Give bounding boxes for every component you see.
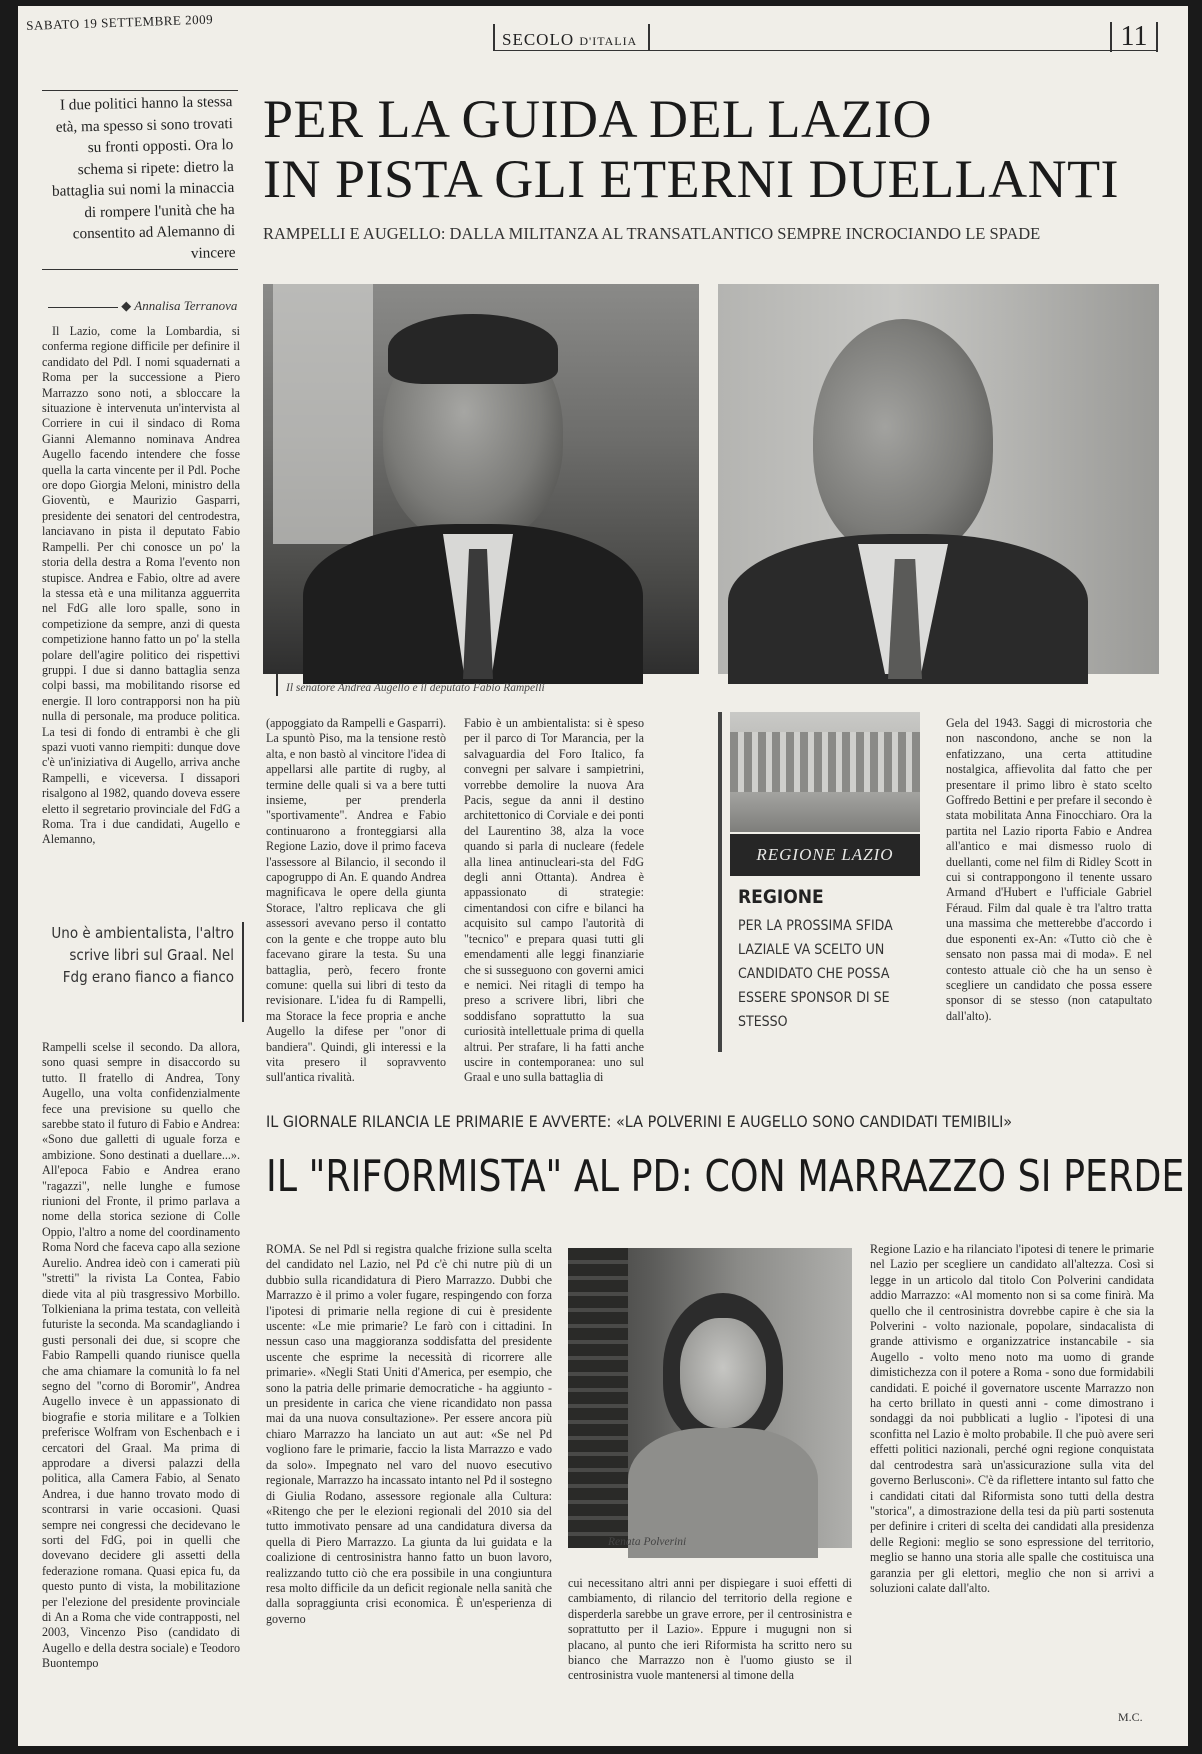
photo-augello-window [273,284,373,544]
byline-diamond-icon: ◆ [121,298,132,313]
article2-col3-text: Regione Lazio e ha rilanciato l'ipotesi di tenere le primarie nel Lazio per scegliere un candidato all'altezza. Così si legge in un articolo dal titolo Con Polverini candidata addio Marrazzo: «Al momento non si sa come finirà. Ma quello che il centrosinistra dovrebbe capire è che sia la Polverini - volto nazionale, popolare, sindacalista di grande attivismo e organizzatrice instancabile - sia Augello - volto meno noto ma uomo di grande dimistichezza con il potere a Roma - sono due formidabili candidati. E poiché il governatore uscente Marrazzo non ha certo brillato in questi anni - come dimostrano i sondaggi da noi pubblicati a luglio - l'ipotesi di una sconfitta nel Lazio è molto probabile. Il che può avere seri effetti politici nazionali, perché ogni regione conquistata dal centrodestra sarà un'assicurazione sulla vita del governo Berlusconi». C'è da riflettere intanto sul fatto che i candidati citati dal Riformista sono tutti della destra "storica", a dimostrazione della tesi da più parti sostenuta per definire i criteri di scelta dei candidati alla presidenza delle Regioni: meglio se sono espressione del territorio, meglio se hanno una storia alle spalle che costituisca una garanzia per gli elettori, meglio che non si arrivi a soluzioni calate dall'alto. [870,1242,1154,1595]
sidebar-sign [730,834,920,876]
masthead [502,30,637,50]
article1-pullquote: Uno è ambientalista, l'altro scrive libri sul Graal. Nel Fdg erano fianco a fianco [51,924,234,986]
article2-kicker: IL GIORNALE RILANCIA LE PRIMARIE E AVVERTE: «LA POLVERINI E AUGELLO SONO CANDIDATI TEMIBILI» [266,1112,1013,1131]
article2-photo-caption: Renata Polverini [608,1536,687,1548]
sidebar-photo-building [730,732,920,792]
newspaper-page [18,6,1188,1746]
article1-col1 [42,324,240,906]
article1-col2 [266,716,446,1085]
sidebar-photo [730,712,920,832]
article1-col3-text: Fabio è un ambientalista: si è speso per il parco di Tor Marancia, per la salvaguardia del Foro Italico, fa convegni per salvare i sampietrini, vorrebbe demolire la nuova Ara Pacis, segue da anni il destino architettonico di Corviale e dei ponti del Laurentino 38, alza la voce quando si parla di nucleare (fedele alla linea antinucleari-sta del FdG degli anni Ottanta). Andrea è appassionato di strategie: cimentandosi con cifre e bilanci ha acquisito sul campo l'autorità di "tecnico" e prepara quasi tutti gli emendamenti alle leggi finanziarie che si susseguono con governi amici e nemici. Nei ritagli di tempo ha preso a scrivere libri, libri che soddisfano soprattutto la sua curiosità intellettuale prima di quella altrui. Per strafare, li ha fatti anche uscire in contemporanea: uno sul Graal e uno sulla battaglia di [464,716,644,1085]
article2-col2 [568,1576,852,1726]
article2-headline: IL "RIFORMISTA" AL PD: CON MARRAZZO SI PERDE [266,1151,1185,1202]
article1-col5-text: Gela del 1943. Saggi di microstoria che non nascondono, anche se non la enfatizzano, una certa attitudine nostalgica, affievolita dal fatto che per presentare il primo libro è stato scelto Goffredo Bettini e per prefare il secondo è stata mobilitata Anna Finocchiaro. Ora la partita nel Lazio riporta Fabio e Andrea all'antico e mai dismesso ruolo di duellanti, come nel film di Ridley Scott in cui si contrappongono il tenente ussaro Armand d'Hubert e l'ufficiale Gabriel Féraud. Film dal quale è tra l'altro tratta una massima che metterebbe d'accordo i due esponenti ex-An: «Tutto ciò che è sensato non passa mai di moda». E nel contesto attuale ciò che ha un senso è scegliere un candidato che possa essere sponsor di se stesso (non catapultato dall'alto). [946,716,1152,1023]
article1-subheadline: RAMPELLI E AUGELLO: DALLA MILITANZA AL TRANSATLANTICO SEMPRE INCROCIANDO LE SPADE [263,224,1041,243]
article1-kicker-box [42,90,238,270]
article1-headline-1: PER LA GUIDA DEL LAZIO [263,89,932,149]
article2-col3 [870,1242,1154,1708]
article1-col3 [464,716,644,1085]
header-rule [493,50,1158,51]
article1-byline [48,298,248,314]
byline-author: Annalisa Terranova [134,298,238,313]
photo-rampelli [718,284,1159,674]
masthead-name: SECOLO [502,30,575,49]
photo-rampelli-head [813,319,993,559]
article1-col5 [946,716,1152,1068]
page-number: 11 [1120,21,1148,52]
sidebar-box [718,712,922,1052]
header-divider-left [493,24,495,50]
photo-augello-hair [388,314,558,384]
article1-col1b-text: Rampelli scelse il secondo. Da allora, sono quasi sempre in disaccordo su tutto. Il fratello di Andrea, Tony Augello, una volta confidenzialmente fece una previsione su quello che sarebbe stato il futuro di Fabio e Andrea: «Sono due galletti di uguale forza e ambizione. Sono destinati a duellare...». All'epoca Fabio e Andrea erano "ragazzi", nelle lunghe e fumose riunioni del Fronte, il primo parlava a nome della storica sezione di Colle Oppio, l'altro a nome del coordinamento Roma Nord che faceva capo alla sezione Aurelio. Andrea ideò con i camerati più "stretti" la rivista La Contea, Fabio diede vita al più trasgressivo Morbillo. Tolkieniana la prima testata, con velleità futuriste la seconda. Ma scandagliando i gusti personali dei due, si scopre che Fabio Rampelli quando riunisce quella che ama chiamare la comunità lo fa nel segno del "corno di Boromir", Andrea Augello invece è un appassionato di biografie e storia militare e a Tolkien preferisce Wolfram von Eschenbach e i cercatori del Graal. Ma prima di approdare a diversi palazzi della politica, alla Camera Fabio, al Senato Andrea, i due hanno trovato modo di scontrarsi in varie occasioni. Quasi sempre nei congressi che decidevano le sorti del FdG, poi in quelli che dovevano decidere gli assetti della federazione romana. Quasi epica fu, da questo punto di vista, la mobilitazione per l'elezione del presidente provinciale di An a Roma che vide contrapposti, nel 2003, Vincenzo Piso (candidato di Augello e della destra sociale) e Teodoro Buontempo [42,1040,240,1671]
article1-pullquote-box [42,922,244,1022]
article1-col1b [42,1040,240,1730]
photo-polverini [568,1248,852,1548]
article1-headline-2: IN PISTA GLI ETERNI DUELLANTI [263,149,1120,209]
byline-rule [48,307,118,308]
header-divider-mid [648,24,650,50]
article1-kicker: I due politici hanno la stessa età, ma spesso si sono trovati su fronti opposti. Ora lo schema si ripete: dietro la battaglia sui nomi la minaccia di rompere l'unità che ha consentito ad Alemanno di vincere [51,93,236,262]
article1-photo-caption: Il senatore Andrea Augello e il deputato Fabio Rampelli [286,682,545,694]
article1-col1-text: Il Lazio, come la Lombardia, si conferma regione difficile per definire il candidato del Pdl. I nomi squadernati a Roma per la successione a Piero Marrazzo sono noti, a sbloccare la situazione è intervenuta un'intervista al Corriere in cui il sindaco di Roma Gianni Alemanno nominava Andrea Augello facendo intendere che fosse quella la carta vincente per il Pdl. Poche ore dopo Giorgia Meloni, ministro della Gioventù, e Maurizio Gasparri, presidente dei senatori del centrodestra, lanciavano in pista il deputato Fabio Rampelli. Per chi conosce un po' la storia della destra a Roma l'evento non stupisce. Andrea e Fabio, oltre ad avere la stessa età e una militanza agguerrita nel FdG alle loro spalle, sono in competizione da sempre, anzi di questa competizione hanno fatto un po' la stella polare dell'agire politico dei rispettivi gruppi. I due si danno battaglia senza colpi bassi, ma mobilitando risorse ed energie. Il loro contrapporsi non ha più nulla di personale, ma produce politica. La tesi di fondo di entrambi è che gli spazi vuoti vanno riempiti: dunque dove c'è un'iniziativa di Augello, arriva anche Rampelli, e viceversa. I dissapori risalgono al 1982, quando doveva essere eletto il segretario provinciale del FdG a Roma. Tra i due candidati, Augello e Alemanno, [42,324,240,847]
article1-col2-text: (appoggiato da Rampelli e Gasparri). La spuntò Piso, ma la tensione restò alta, e non bastò al vincitore l'idea di appellarsi alle partite di rugby, al termine delle quali si va a bere tutti insieme, per prenderla "sportivamente". Andrea e Fabio continuarono a fronteggiarsi alla Regione Lazio, dove il primo faceva l'assessore al Bilancio, il secondo il capogruppo di An. E quando Andrea magnificava le opere della giunta Storace, l'altro replicava che gli assessori avevano perso il contatto con la gente e che troppe auto blu facevano girare la testa. Su una battaglia, però, fecero fronte comune: quella sui libri di testo da revisionare. L'idea fu di Rampelli, ma Storace la fece propria e anche Augello la difese per "onor di bandiera". Quindi, gli interessi e la vita presero il sopravvento sull'antica rivalità. [266,716,446,1085]
sidebar-title: REGIONE [738,886,824,908]
photo-polverini-face [680,1318,766,1428]
photo-caption-marker [276,674,278,696]
header-date: SABATO 19 SETTEMBRE 2009 [26,11,214,33]
masthead-suffix: D'ITALIA [579,34,638,48]
article2-col2-text: cui necessitano altri anni per dispiegare i suoi effetti di cambiamento, di rilancio del territorio della regione e disperderla sarebbe un grave errore, per il centrosinistra e soprattutto per il Lazio». Eppure i mugugni non si placano, al punto che ieri Riformista ha scritto nero su bianco che Marrazzo non è l'uomo giusto se il centrosinistra vuole mantenersi al timone della [568,1576,852,1683]
photo-augello [263,284,699,674]
photo-polverini-door [568,1248,628,1548]
sidebar-text: PER LA PROSSIMA SFIDA LAZIALE VA SCELTO UN CANDIDATO CHE POSSA ESSERE SPONSOR DI SE STESSO [738,918,893,1030]
article2-col1 [266,1242,552,1732]
article2-col1-text: ROMA. Se nel Pdl si registra qualche frizione sulla scelta del candidato nel Lazio, nel Pd c'è chi nutre più di un dubbio sulla ricandidatura di Piero Marrazzo. Dubbi che Marrazzo è il primo a voler fugare, respingendo con forza l'ipotesi di primarie nella regione di cui è presidente uscente: «Le mie primarie? Le farò con i cittadini. In nessun caso una maggioranza soddisfatta del presidente uscente che esprime la necessità di ricorrere alle primarie». «Negli Stati Uniti d'America, per esempio, che sono la patria delle primarie democratiche - ha aggiunto - un presidente in carica che viene ricandidato non passa mai da una nuova consultazione». Per essere ancora più chiaro Marrazzo ha lanciato un aut aut: «Se nel Pd vogliono fare le primarie, faccio la lista Marrazzo e vado da solo». Impegnato nel varo del nuovo esecutivo regionale, Marrazzo ha incassato intanto nel Pd il sostegno di Giulia Rodano, assessore regionale alla Cultura: «Ritengo che per le elezioni regionali del 2010 sia del tutto immotivato pensare ad una candidatura diversa da quella di Piero Marrazzo. La giunta da lui guidata e la coalizione di centrosinistra hanno fatto un buon lavoro, realizzando tutto ciò che era possibile in una congiuntura resa molto difficile da un deficit regionale nella sanità che dalla sopraggiunta crisi economica. È un'esperienza di governo [266,1242,552,1626]
page-number-box [1110,22,1158,52]
article2-signature: M.C. [1118,1710,1143,1724]
sidebar-sign-text: REGIONE LAZIO [756,845,894,864]
